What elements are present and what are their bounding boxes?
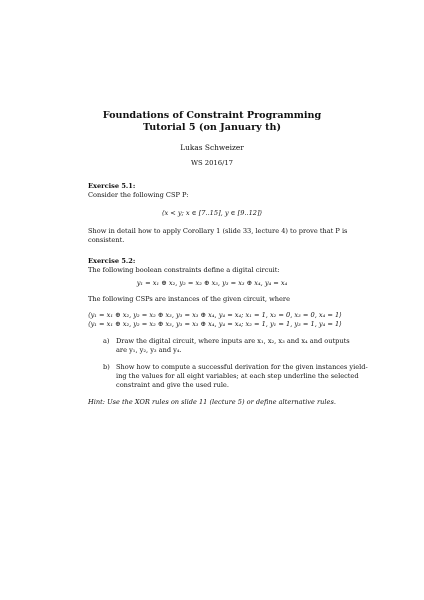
document-title: Foundations of Constraint Programming [102,110,322,121]
part-b-label: b) [103,363,110,371]
instances-intro: The following CSPs are instances of the given circuit, where [88,295,290,303]
exercise-5-1-intro: Consider the following CSP P: [88,191,189,199]
exercise-5-1-task-line1: Show in detail how to apply Corollary 1 (slide 33, lecture 4) to prove that P is [88,227,348,235]
hint-text: Hint: Use the XOR rules on slide 11 (lecture 5) or define alternative rules. [88,398,336,406]
part-a-line1: Draw the digital circuit, where inputs are x₁, x₂, x₃ and x₄ and outputs [116,337,350,345]
exercise-5-1-task-line2: consistent. [88,236,125,244]
exercise-5-2-intro: The following boolean constraints define a digital circuit: [88,266,280,274]
exercise-5-2-heading: Exercise 5.2: [88,257,136,265]
part-a-label: a) [103,337,110,345]
part-b-line3: constraint and give the used rule. [116,381,229,389]
part-b-line2: ing the values for all eight variables; at each step underline the selected [116,372,359,380]
author-name: Lukas Schweizer [180,143,244,152]
exercise-5-1-heading: Exercise 5.1: [88,182,136,190]
csp-definition: ⟨x < y; x ∈ [7..15], y ∈ [9..12]⟩ [161,209,263,217]
part-a-line2: are y₁, y₂, y₃ and y₄. [116,346,182,354]
circuit-constraints: y₁ = x₁ ⊕ x₂, y₂ = x₂ ⊕ x₃, y₃ = x₃ ⊕ x₄, y₄ = x₄ [136,279,288,287]
csp-instance-2: ⟨y₁ = x₁ ⊕ x₂, y₂ = x₂ ⊕ x₃, y₃ = x₃ ⊕ x₄, y₄ = x₄; x₂ = 1, y₁ = 1, y₃ = 1, y₄ = 1⟩ [88,320,342,328]
part-b-line1: Show how to compute a successful derivation for the given instances yield- [116,363,368,371]
semester-label: WS 2016/17 [190,159,234,167]
csp-instance-1: ⟨y₁ = x₁ ⊕ x₂, y₂ = x₂ ⊕ x₃, y₃ = x₃ ⊕ x₄, y₄ = x₄; x₁ = 1, x₂ = 0, x₃ = 0, x₄ = 1⟩ [88,311,342,319]
tutorial-subtitle: Tutorial 5 (on January th) [142,122,282,133]
